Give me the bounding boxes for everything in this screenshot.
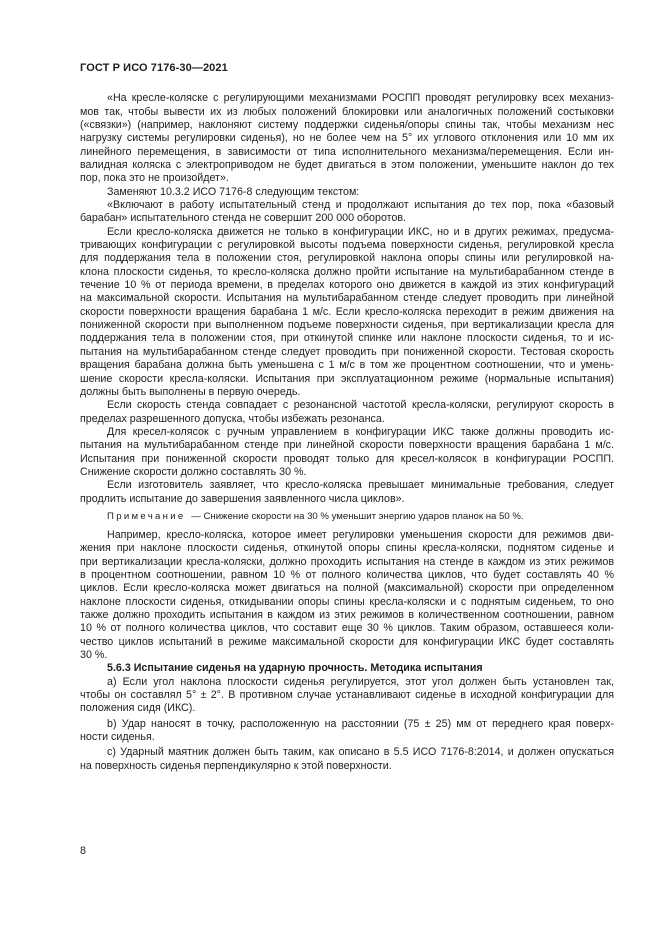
- paragraph-line: Испытания при пониженной скорости проводят только для кресел-колясок в конфигурации РОСПП.: [80, 452, 614, 465]
- list-item-line: положения сидя (ИКС).: [80, 702, 196, 715]
- paragraph-replacement-intro: [80, 186, 614, 199]
- paragraph-line: Если изготовитель заявляет, что кресло-коляска превышает минимальные требования, следует: [107, 479, 614, 492]
- section-heading: 5.6.3 Испытание сиденья на ударную прочность. Методика испытания: [107, 662, 483, 675]
- paragraph-line: для поддержания тела в положении стоя, регулировкой наклона опоры спины или регулировкой на-: [80, 252, 614, 265]
- paragraph-line: пытания на мультибарабанном стенде следует проводить при пониженной скорости. Тестовая скорость: [80, 345, 614, 358]
- paragraph-line: также должно проходить испытания в каждом из этих режимов в количественном соотношении, равном: [80, 609, 614, 622]
- note-label: Примечание: [107, 510, 186, 522]
- list-item-line: ности сиденья.: [80, 731, 155, 744]
- paragraph-line: «Включают в работу испытательный стенд и продолжают испытания до тех пор, пока «базовый: [107, 199, 614, 212]
- list-item-line: а) Если угол наклона плоскости сиденья регулируется, этот угол должен быть установлен так,: [107, 675, 614, 688]
- document-code-header: ГОСТ Р ИСО 7176-30—2021: [80, 62, 228, 74]
- paragraph-line: тривающих конфигурации с регулировкой высоты подъема поверхности сиденья, регулировкой кресла: [80, 239, 614, 252]
- paragraph-line: наклоне плоскости сиденья, откидывании опоры спины кресла-коляски и с поднятым сиденьем, то оно: [80, 595, 614, 608]
- paragraph-line: валидная коляска с электроприводом не будет двигаться в этом положении, уменьшите наклон до тех: [80, 159, 614, 172]
- paragraph-line: течение 10 % от периода времени, в пределах которого оно движется в каждой из этих конфигураций: [80, 279, 614, 292]
- page-number: 8: [80, 845, 86, 857]
- paragraph-line: пор, пока это не произойдет».: [80, 172, 229, 185]
- paragraph-line: при вертикализации кресла-коляски, должно проходить испытания на стенде в каждом из этих режимов: [80, 555, 614, 568]
- paragraph-line: Для кресел-колясок с ручным управлением в конфигурации ИКС также должны проводить ис-: [107, 425, 614, 438]
- paragraph-line: Например, кресло-коляска, которое имеет регулировки уменьшения скорости для режимов дви-: [107, 528, 614, 541]
- paragraph-line: в процентном соотношении, равном 10 % от полного количества циклов, что будет составлять 40 %: [80, 568, 614, 581]
- paragraph-quoted-adjustment: [80, 92, 614, 185]
- paragraph-line: нагрузку системы регулировки сиденья), но не более чем на 5° их углового отклонения или 10 мм их: [80, 132, 614, 145]
- paragraph-line: «На кресле-коляске с регулирующими механизмами РОСПП проводят регулировку всех механиз-: [107, 92, 614, 105]
- list-item-line: чтобы он составлял 5° ± 2°. В противном случае устанавливают сиденье в исходной конфигурации для: [80, 689, 614, 702]
- paragraph-line: барабан» испытательного стенда не совершит 200 000 оборотов.: [80, 212, 407, 225]
- paragraph-line: («связки») (например, наклоняют систему поддержки сиденья/опоры спины так, чтобы механизм нес: [80, 118, 614, 131]
- list-item-a: [80, 676, 614, 716]
- paragraph-line: шение скорости кресла-коляски. Испытания при эксплуатационном режиме (нормальные испытания): [80, 372, 614, 385]
- paragraph-configurations: [80, 226, 614, 399]
- paragraph-test-start: [80, 199, 614, 226]
- list-item-line: c) Ударный маятник должен быть таким, как описано в 5.5 ИСО 7176-8:2014, и должен опускаться: [107, 746, 614, 759]
- paragraph-line: скорости поверхности вращения барабана 1 м/с. Если кресло-коляска переходит в режим движения на: [80, 305, 614, 318]
- paragraph-line: 30 %.: [80, 649, 108, 662]
- paragraph-line: Заменяют 10.3.2 ИСО 7176-8 следующим текстом:: [107, 185, 360, 198]
- paragraph-line: циклов. Если кресло-коляска может двигаться на полной (максимальной) скорости при определенном: [80, 582, 614, 595]
- paragraph-line: Если скорость стенда совпадает с резонансной частотой кресла-коляски, регулируют скорость в: [107, 399, 614, 412]
- paragraph-line: жения при наклоне плоскости сиденья, откинутой опоры спины кресла-коляски, поднятом сиденье и: [80, 542, 614, 555]
- paragraph-line: Если кресло-коляска движется не только в конфигурации ИКС, но и в других режимах, предусма-: [107, 225, 614, 238]
- list-item-line: на поверхность сиденья перпендикулярно к этой поверхности.: [80, 759, 392, 772]
- paragraph-line: линейного перемещения, в зависимости от типа исполнительного механизма/перемещения. Если ин-: [80, 145, 614, 158]
- document-body: [80, 92, 614, 773]
- paragraph-line: чество циклов испытаний в режиме максимальной скорости для конфигурации ИКС будет составлять: [80, 635, 614, 648]
- paragraph-line: пытания на мультибарабанном стенде при линейной скорости поверхности вращения барабана 1 м/с.: [80, 439, 614, 452]
- paragraph-line: мов так, чтобы вывести их из любых положений блокировки или аналогичных положений состыковки: [80, 105, 614, 118]
- paragraph-line: продлить испытание до завершения заявленного числа циклов».: [80, 492, 405, 505]
- paragraph-example: [80, 529, 614, 662]
- paragraph-line: должны быть выполнены в первую очередь.: [80, 385, 301, 398]
- paragraph-line: поддержания тела в положении стоя, при откинутой спинке или наклоне плоскости сиденья, то и ис-: [80, 332, 614, 345]
- paragraph-resonance: [80, 399, 614, 426]
- paragraph-line: вращения барабана должна быть уменьшена с 1 м/с в том же процентном соотношении, что и умень-: [80, 359, 614, 372]
- paragraph-line: пределах разрешенного допуска, чтобы избежать резонанса.: [80, 412, 385, 425]
- paragraph-line: пониженной скорости при выполненном подъеме поверхности сиденья, при вертикализации кресла для: [80, 319, 614, 332]
- paragraph-line: клона плоскости сиденья, то кресло-коляска должно пройти испытание на мультибарабанном стенде в: [80, 265, 614, 278]
- list-item-line: b) Удар наносят в точку, расположенную на расстоянии (75 ± 25) мм от переднего края поверх-: [107, 717, 614, 730]
- paragraph-manual-wheelchairs: [80, 426, 614, 479]
- paragraph-line: Снижение скорости должно составлять 30 %.: [80, 465, 307, 478]
- note-text: — Снижение скорости на 30 % уменьшит энергию ударов планок на 50 %.: [191, 510, 524, 522]
- paragraph-line: на максимальной скорости. Испытания на мультибарабанном стенде следует проводить при линейной: [80, 292, 614, 305]
- paragraph-manufacturer-claim: [80, 479, 614, 506]
- note: [80, 511, 614, 523]
- paragraph-line: 10 % от полного количества циклов, что составит еще 30 % циклов. Таким образом, оставшееся коли-: [80, 622, 614, 635]
- list-item-c: [80, 746, 614, 773]
- list-item-b: [80, 718, 614, 745]
